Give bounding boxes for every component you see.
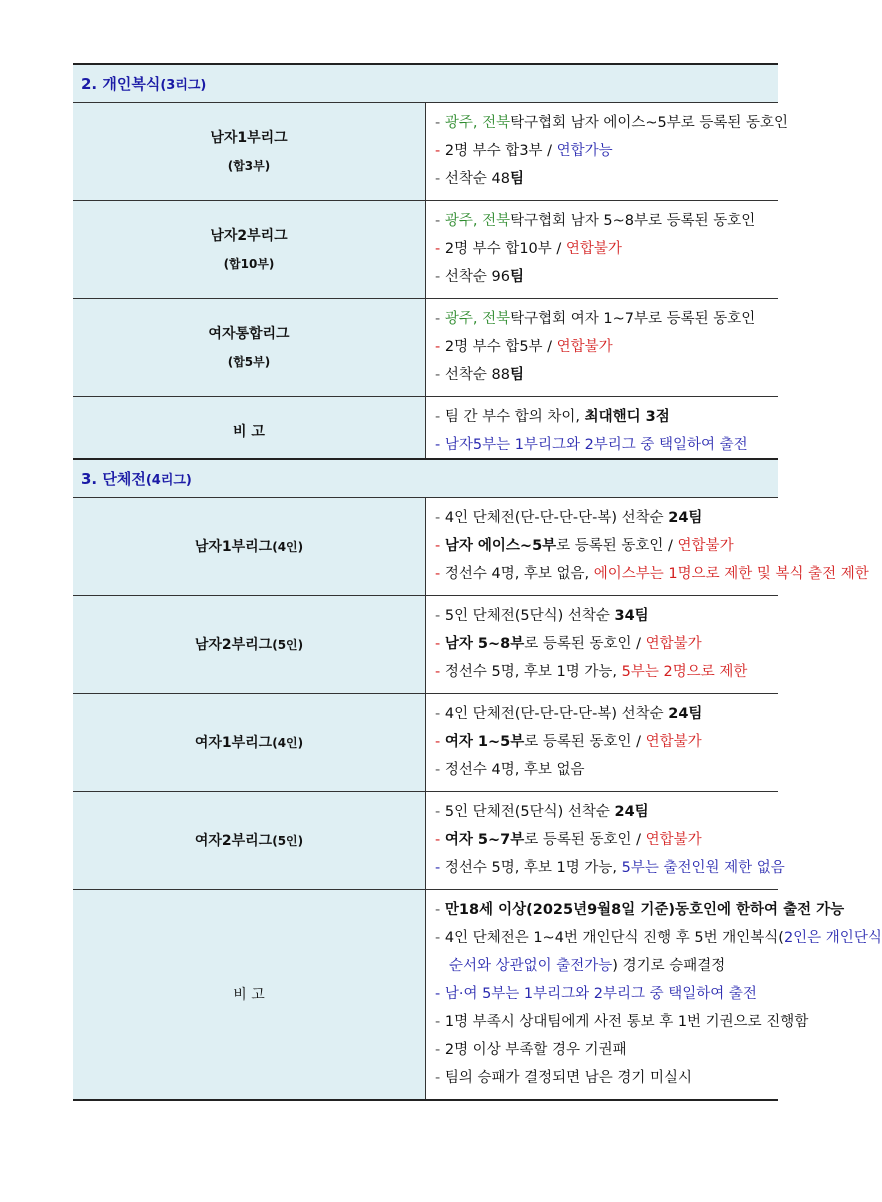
table-row: [73, 103, 778, 201]
text-segment: 남자5부는 1부리그와 2부리그 중 택일하여 출전: [444, 437, 748, 453]
description-line: [435, 207, 778, 235]
league-name-cell: [73, 498, 426, 596]
league-player-count: (5인): [272, 637, 304, 652]
table-row: [73, 299, 778, 397]
text-segment: 연합불가: [677, 538, 734, 554]
text-segment: 로 등록된 동호인 /: [524, 636, 646, 652]
text-segment: 남자 에이스~5부: [444, 538, 557, 554]
bullet-dash: -: [435, 706, 445, 722]
bullet-dash: -: [435, 311, 445, 327]
bullet-dash: -: [435, 762, 445, 778]
individual-doubles-table: [73, 63, 789, 468]
text-segment: 5인 단체전(5단식) 선착순: [444, 608, 615, 624]
text-segment: 순서와 상관없이 출전가능: [449, 958, 613, 974]
bullet-dash: -: [435, 986, 445, 1002]
league-name-cell: [73, 792, 426, 890]
text-segment: 4인 단체전(단-단-단-단-복) 선착순: [444, 706, 669, 722]
description-line: [435, 532, 778, 560]
league-name-cell: [73, 694, 426, 792]
description-line: [435, 1064, 778, 1092]
league-sum-rule: (합5부): [227, 354, 271, 369]
league-name: 여자1부리그: [194, 734, 273, 751]
bullet-dash: -: [435, 1042, 445, 1058]
league-description-cell: [426, 596, 779, 694]
league-name-cell: [73, 596, 426, 694]
league-name: 비 고: [233, 423, 265, 440]
text-segment: 연합불가: [565, 241, 622, 257]
league-name-cell: [73, 397, 426, 468]
text-segment: 여자 5~7부: [444, 832, 525, 848]
table-row: [73, 498, 778, 596]
league-player-count: (4인): [272, 539, 304, 554]
section-header: [73, 64, 778, 103]
description-line: [435, 756, 778, 784]
text-segment: 정선수 4명, 후보 없음,: [444, 566, 594, 582]
bullet-dash: -: [435, 636, 445, 652]
bullet-dash: -: [435, 664, 445, 680]
description-line: [435, 700, 778, 728]
text-segment: 연합가능: [556, 143, 613, 159]
section-header: [73, 459, 778, 498]
text-segment: 에이스부는 1명으로 제한 및 복식 출전 제한: [593, 566, 869, 582]
league-sum-rule: (합3부): [227, 158, 271, 173]
bullet-dash: -: [435, 171, 445, 187]
text-segment: 광주, 전북: [444, 311, 511, 327]
league-description-cell: [426, 299, 779, 397]
description-line: [435, 1036, 778, 1064]
description-line: [435, 361, 778, 389]
description-line: [435, 333, 778, 361]
league-description-cell: [426, 397, 779, 468]
table-row: [73, 890, 778, 1101]
text-segment: 연합불가: [645, 636, 702, 652]
bullet-dash: -: [435, 1014, 445, 1030]
bullet-dash: -: [435, 143, 445, 159]
text-segment: 4인 단체전은 1~4번 개인단식 진행 후 5번 개인복식(: [444, 930, 784, 946]
league-player-count: (5인): [272, 833, 304, 848]
description-line: [435, 263, 778, 291]
text-segment: 2인은 개인단식: [783, 930, 882, 946]
table-row: [73, 694, 778, 792]
bullet-dash: -: [435, 734, 445, 750]
text-segment: 로 등록된 동호인 /: [556, 538, 678, 554]
text-segment: 광주, 전북: [444, 115, 511, 131]
bullet-dash: -: [435, 437, 445, 453]
league-name-cell: [73, 103, 426, 201]
text-segment: 만18세 이상(2025년9월8일 기준)동호인에 한하여 출전 가능: [444, 902, 845, 918]
text-segment: 팀 간 부수 합의 차이,: [444, 409, 585, 425]
text-segment: 팀: [509, 367, 524, 383]
description-line: [435, 560, 869, 588]
description-line: [435, 305, 778, 333]
description-line: [435, 952, 778, 980]
league-description-cell: [426, 103, 789, 201]
league-sum-rule: (합10부): [223, 256, 275, 271]
bullet-dash: -: [435, 213, 445, 229]
text-segment: 연합불가: [645, 832, 702, 848]
league-description-cell: [426, 201, 779, 299]
league-name: 여자2부리그: [194, 832, 273, 849]
text-segment: 선착순 88: [444, 367, 510, 383]
text-segment: 2명 부수 합3부 /: [444, 143, 557, 159]
league-description-cell: [426, 694, 779, 792]
description-line: [435, 630, 778, 658]
description-line: [435, 798, 778, 826]
text-segment: 2명 부수 합10부 /: [444, 241, 566, 257]
description-line: [435, 504, 778, 532]
bullet-dash: -: [435, 367, 445, 383]
description-line: [435, 165, 778, 193]
league-name: 남자1부리그: [194, 538, 273, 555]
description-line: [435, 658, 778, 686]
text-segment: 로 등록된 동호인 /: [524, 832, 646, 848]
text-segment: 남·여 5부는 1부리그와 2부리그 중 택일하여 출전: [444, 986, 757, 1002]
text-segment: ) 경기로 승패결정: [612, 958, 726, 974]
text-segment: 팀의 승패가 결정되면 남은 경기 미실시: [444, 1070, 692, 1086]
league-name-cell: [73, 201, 426, 299]
league-name-cell: [73, 890, 426, 1101]
description-line: [435, 1008, 809, 1036]
description-line: [435, 235, 778, 263]
bullet-dash: -: [435, 538, 445, 554]
text-segment: 연합불가: [645, 734, 702, 750]
text-segment: 24팀: [614, 804, 649, 820]
description-line: [435, 924, 882, 952]
text-segment: 여자 1~5부: [444, 734, 525, 750]
text-segment: 5부는 출전인원 제한 없음: [621, 860, 785, 876]
description-line: [435, 980, 778, 1008]
bullet-dash: -: [435, 115, 445, 131]
text-segment: 정선수 5명, 후보 1명 가능,: [444, 860, 622, 876]
table-row: [73, 596, 778, 694]
text-segment: 24팀: [668, 706, 703, 722]
description-line: [435, 137, 778, 165]
text-segment: 4인 단체전(단-단-단-단-복) 선착순: [444, 510, 669, 526]
text-segment: 광주, 전북: [444, 213, 511, 229]
description-line: [435, 854, 785, 882]
text-segment: 선착순 96: [444, 269, 510, 285]
text-segment: 정선수 4명, 후보 없음: [444, 762, 585, 778]
bullet-dash: -: [435, 269, 445, 285]
bullet-dash: -: [435, 241, 445, 257]
team-match-table: [73, 458, 882, 1101]
text-segment: 정선수 5명, 후보 1명 가능,: [444, 664, 622, 680]
bullet-dash: -: [435, 1070, 445, 1086]
league-description-cell: [426, 890, 882, 1101]
bullet-dash: -: [435, 566, 445, 582]
description-line: [435, 403, 778, 431]
league-description-cell: [426, 498, 869, 596]
text-segment: 2명 이상 부족할 경우 기권패: [444, 1042, 627, 1058]
league-player-count: (4인): [272, 735, 304, 750]
table-row: [73, 397, 778, 468]
text-segment: 34팀: [614, 608, 649, 624]
league-name-cell: [73, 299, 426, 397]
description-line: [435, 826, 778, 854]
description-line: [435, 602, 778, 630]
bullet-dash: -: [435, 930, 445, 946]
bullet-dash: -: [435, 860, 445, 876]
bullet-dash: -: [435, 409, 445, 425]
bullet-dash: -: [435, 832, 445, 848]
league-name: 여자통합리그: [208, 325, 290, 342]
text-segment: 연합불가: [556, 339, 613, 355]
table-row: [73, 201, 778, 299]
bullet-dash: -: [435, 902, 445, 918]
league-description-cell: [426, 792, 785, 890]
text-segment: 팀: [509, 269, 524, 285]
text-segment: 최대핸디 3점: [584, 409, 670, 425]
bullet-dash: -: [435, 608, 445, 624]
description-line: [435, 109, 789, 137]
text-segment: 선착순 48: [444, 171, 510, 187]
bullet-dash: -: [435, 339, 445, 355]
description-line: [435, 431, 778, 459]
bullet-dash: -: [435, 510, 445, 526]
text-segment: 5인 단체전(5단식) 선착순: [444, 804, 615, 820]
league-name: 남자1부리그: [210, 129, 288, 146]
text-segment: 5부는 2명으로 제한: [621, 664, 748, 680]
text-segment: 탁구협회 여자 1~7부로 등록된 동호인: [510, 311, 756, 327]
text-segment: 남자 5~8부: [444, 636, 525, 652]
description-line: [435, 728, 778, 756]
text-segment: 팀: [509, 171, 524, 187]
text-segment: 2명 부수 합5부 /: [444, 339, 557, 355]
text-segment: 1명 부족시 상대팀에게 사전 통보 후 1번 기권으로 진행함: [444, 1014, 809, 1030]
bullet-dash: -: [435, 804, 445, 820]
text-segment: 탁구협회 남자 에이스~5부로 등록된 동호인: [510, 115, 789, 131]
text-segment: 로 등록된 동호인 /: [524, 734, 646, 750]
league-name: 비 고: [233, 986, 265, 1003]
league-name: 남자2부리그: [194, 636, 273, 653]
section-title: 3. 단체전(4리그): [73, 459, 778, 498]
text-segment: 탁구협회 남자 5~8부로 등록된 동호인: [510, 213, 756, 229]
table-row: [73, 792, 778, 890]
league-name: 남자2부리그: [210, 227, 288, 244]
text-segment: 24팀: [668, 510, 703, 526]
section-title: 2. 개인복식(3리그): [73, 64, 778, 103]
description-line: [435, 896, 845, 924]
